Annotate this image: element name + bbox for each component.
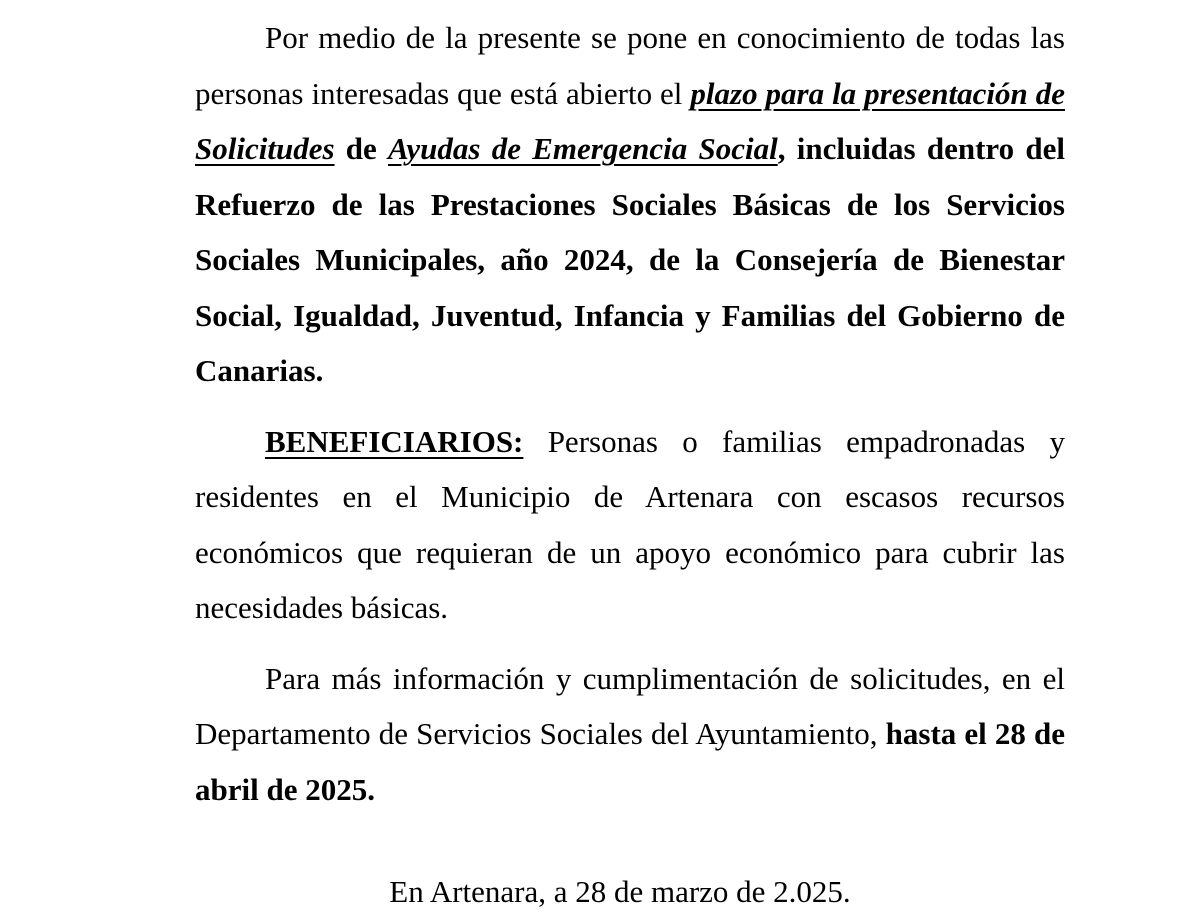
beneficiaries-text: Personas o familias empadronadas y residentes en el Municipio de Artenara con escasos recursos económicos que requieran de un apoyo económico para cubrir las necesidades básicas. <box>195 423 1065 625</box>
announcement-intro: Por medio de la presente se pone en conocimiento de todas las personas interesadas que está abierto el <box>195 20 1065 111</box>
deadline-text: hasta el 28 de abril de 2025. <box>195 716 1066 807</box>
paragraph-announcement <box>195 0 1065 399</box>
application-period-phrase: plazo para la presentación de Solicitudes <box>195 75 1065 166</box>
connector-de: de <box>334 131 389 166</box>
information-text: Para más información y cumplimentación de solicitudes, en el Departamento de Servicios Sociales del Ayuntamiento, <box>195 660 1065 751</box>
beneficiaries-label: BENEFICIARIOS: <box>265 423 524 459</box>
announcement-details: , incluidas dentro del Refuerzo de las Prestaciones Sociales Básicas de los Servicios Sociales Municipales, año 2024, de la Consejería de Bienestar Social, Igualdad, Juventud, Infancia y Familias del Gobierno de Canarias. <box>195 131 1065 388</box>
emergency-aid-phrase: Ayudas de Emergencia Social <box>388 131 778 166</box>
document-body <box>195 0 1065 817</box>
paragraph-beneficiaries <box>195 414 1065 636</box>
paragraph-information <box>195 651 1065 818</box>
date-line: En Artenara, a 28 de marzo de 2.025. <box>389 874 851 909</box>
